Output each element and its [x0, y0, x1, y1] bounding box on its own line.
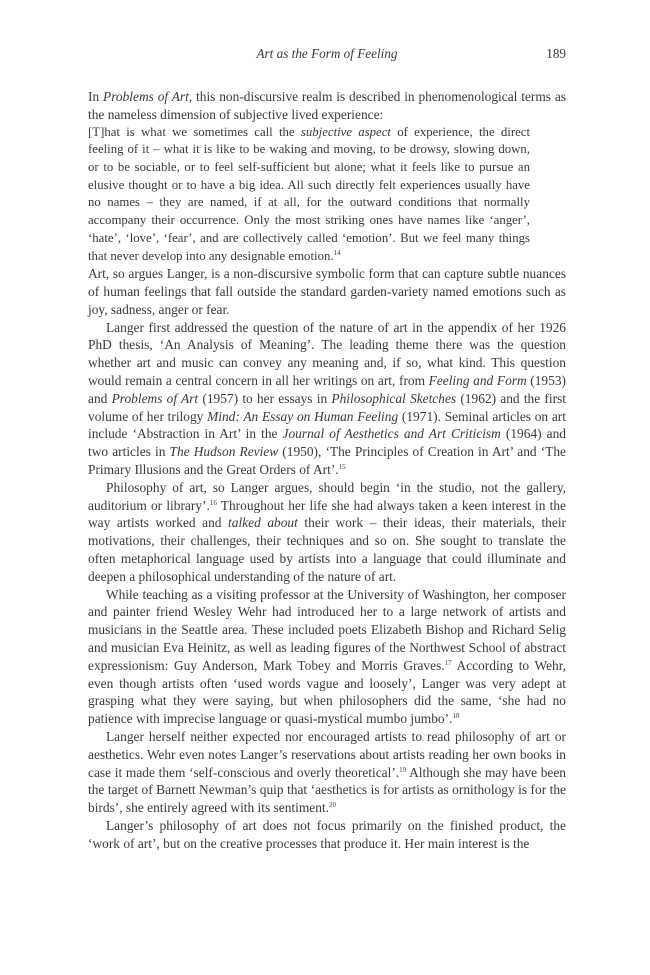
text-run: (1957) to her essays in [198, 390, 332, 406]
paragraph-4 [88, 479, 566, 586]
text-run: According to Wehr, even though artists often ‘used words vague and loosely’, Langer was very adept at grasping what they were saying, but when philosophers did the same, ‘she had no patience with imprecise language or quasi-mystical mumbo jumbo’. [88, 657, 566, 727]
paragraph-7: Langer’s philosophy of art does not focus primarily on the finished product, the ‘work of art’, but on the creative processes that produce it. Her main interest is the [88, 817, 566, 851]
text-run: Although she may have been the target of Barnett Newman’s quip that ‘aesthetics is for artists as ornithology is for the birds’, she entirely agreed with its sentiment. [88, 764, 566, 816]
paragraph-6 [88, 728, 566, 817]
journal-title: Journal of Aesthetics and Art Criticism [282, 426, 501, 442]
footnote-marker: 19 [399, 765, 407, 774]
footnote-marker: 16 [209, 498, 217, 507]
text-run: Langer herself neither expected nor encouraged artists to read philosophy of art or aesthetics. Wehr even notes Langer’s reservations about artists reading her own books in case it made them ‘self-conscious and overly theoretical’. [88, 728, 566, 780]
paragraph-2: Art, so argues Langer, is a non-discursive symbolic form that can capture subtle nuances of human feelings that fall outside the standard garden-variety named emotions such as joy, sadness, anger or fear. [88, 266, 566, 317]
footnote-marker: 20 [328, 801, 336, 810]
text-run: Philosophy of art, so Langer argues, should begin ‘in the studio, not the gallery, auditorium or library’. [88, 479, 566, 513]
text-run: [T]hat is what we sometimes call the [88, 124, 301, 139]
text-run: (1971). Seminal articles on art include ‘Abstraction in Art’ in the [88, 408, 566, 442]
book-title: Philosophical Sketches [331, 390, 457, 406]
text-run: their work – their ideas, their materials, their motivations, their challenges, their techniques and so on. She sought to translate the often metaphorical language used by artists into a language that could illuminate and deepen a philosophical understanding of the nature of art. [88, 515, 567, 584]
text-run: of experience, the direct feeling of it – what it is like to be waking and moving, to be drowsy, slowing down, or to be sociable, or to feel self-sufficient but alone; what it feels like to pursue an elusive thought or to have a big idea. All such directly felt experiences usually have no names – they are named, if at all, for the outward conditions that normally accompany their occurrence. Only the most striking ones have names like ‘anger’, ‘hate’, ‘love’, ‘fear’, and are collectively called ‘emotion’. But we feel many things that never develop into any designable emotion. [88, 124, 530, 263]
page-body [88, 88, 566, 853]
text-run: (1962) and the first volume of her trilogy [88, 390, 566, 424]
journal-title: The Hudson Review [169, 444, 279, 460]
text-run: While teaching as a visiting professor at the University of Washington, her composer and painter friend Wesley Wehr had introduced her to a large network of artists and musicians in the Seattle area. These included poets Elizabeth Bishop and Richard Selig and musician Eva Heinitz, as well as leading figures of the Northwest School of abstract expressionism: Guy Anderson, Mark Tobey and Morris Graves. [88, 586, 566, 673]
footnote-marker: 17 [444, 658, 452, 667]
book-title: Problems of Art [103, 89, 189, 104]
book-title: Feeling and Form [428, 373, 527, 388]
text-run: Throughout her life she had always taken a keen interest in the way artists worked and [88, 497, 566, 531]
paragraph-3 [88, 319, 566, 479]
text-run: (1964) and two articles in [88, 426, 567, 460]
page-header [88, 46, 566, 64]
text-run: In [88, 89, 104, 104]
text-run: , this non-discursive realm is described in phenomenological terms as the nameless dimension of subjective lived experience: [88, 89, 566, 122]
emphasis: talked about [228, 515, 298, 531]
book-title: Problems of Art [111, 390, 199, 406]
block-quote [88, 124, 530, 266]
footnote-marker: 14 [333, 248, 341, 257]
paragraph-1 [88, 88, 566, 124]
paragraph-5 [88, 586, 566, 728]
text-run: (1950), ‘The Principles of Creation in Art’ and ‘The Primary Illusions and the Great Orders of Art’. [88, 444, 566, 477]
emphasis: subjective aspect [300, 124, 391, 139]
text-run: Langer first addressed the question of the nature of art in the appendix of her 1926 PhD thesis, ‘An Analysis of Meaning’. The leading theme there was the question whether art and music can convey any meaning and, if so, what kind. This question would remain a central concern in all her writings on art, from [88, 319, 566, 388]
page-number: 189 [546, 46, 566, 61]
footnote-marker: 18 [452, 712, 460, 721]
footnote-marker: 15 [338, 462, 346, 471]
running-title: Art as the Form of Feeling [256, 46, 398, 61]
text-run: (1953) and [88, 373, 566, 406]
book-title: Mind: An Essay on Human Feeling [207, 408, 399, 424]
